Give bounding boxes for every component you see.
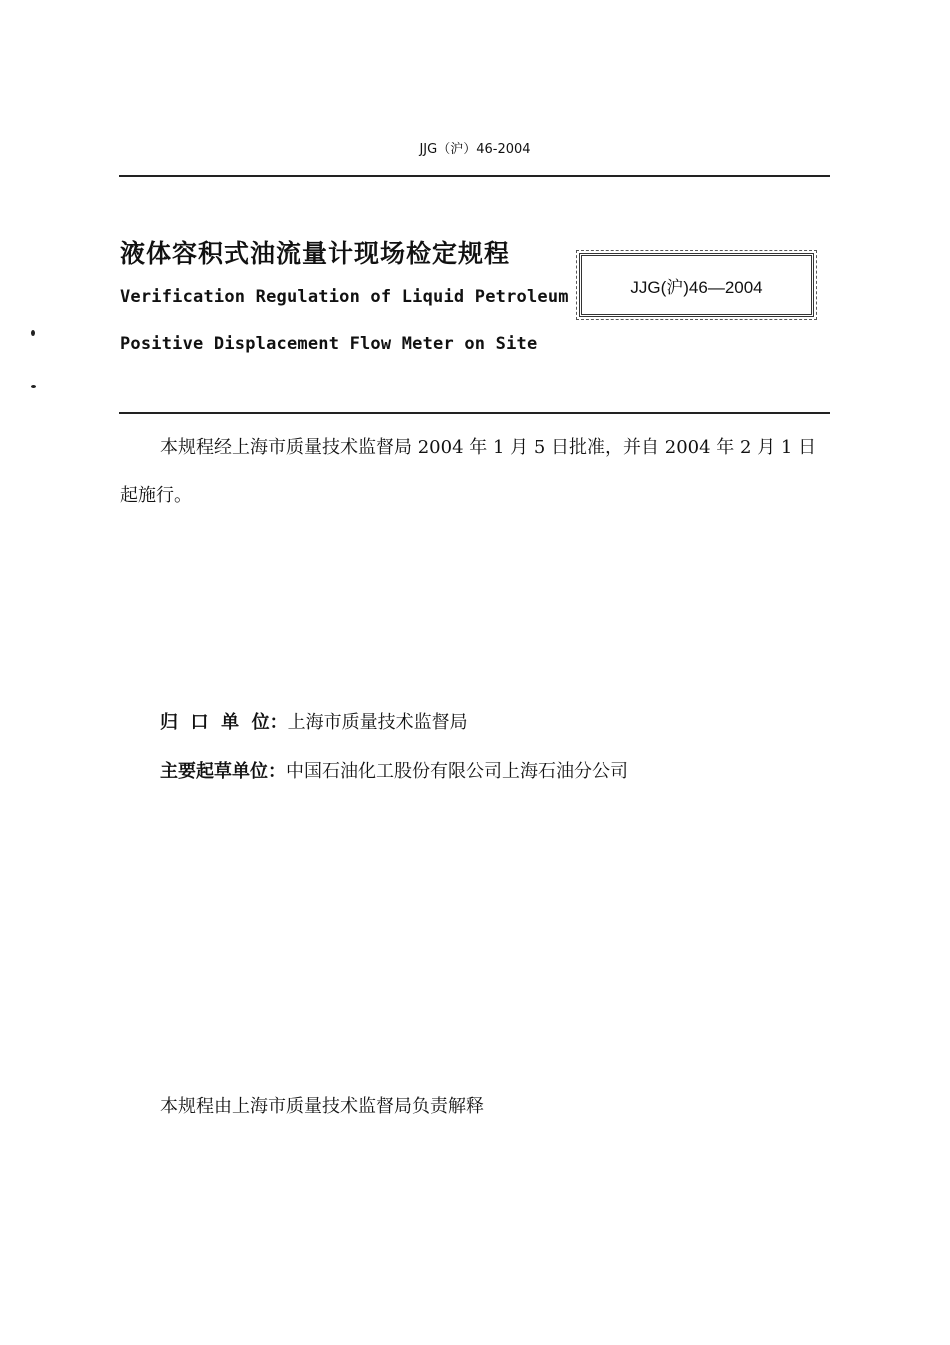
standard-code-box-text: JJG(沪)46—2004 — [630, 277, 763, 297]
title-english-line-2: Positive Displacement Flow Meter on Site — [120, 334, 538, 354]
standard-code-box — [579, 253, 814, 317]
title-chinese: 液体容积式油流量计现场检定规程 — [120, 239, 511, 268]
drafting-unit-value: 中国石油化工股份有限公司上海石油分公司 — [286, 761, 628, 782]
header-standard-code: JJG（沪）46-2004 — [419, 142, 531, 157]
scan-speck — [31, 330, 35, 336]
responsible-unit-value: 上海市质量技术监督局 — [287, 712, 468, 733]
approval-statement: 本规程经上海市质量技术监督局 2004 年 1 月 5 日批准，并自 2004 年 2 月 1 日起施行。 — [120, 437, 817, 506]
drafting-unit-row — [160, 757, 628, 783]
top-divider — [119, 175, 830, 177]
responsible-unit-row — [160, 708, 468, 734]
scan-speck — [31, 385, 36, 388]
interpretation-note: 本规程由上海市质量技术监督局负责解释 — [160, 1096, 484, 1117]
title-english-line-1: Verification Regulation of Liquid Petroleum — [120, 287, 569, 307]
responsible-unit-label: 归 口 单 位： — [160, 712, 288, 733]
middle-divider — [119, 412, 830, 414]
drafting-unit-label: 主要起草单位： — [160, 761, 286, 782]
